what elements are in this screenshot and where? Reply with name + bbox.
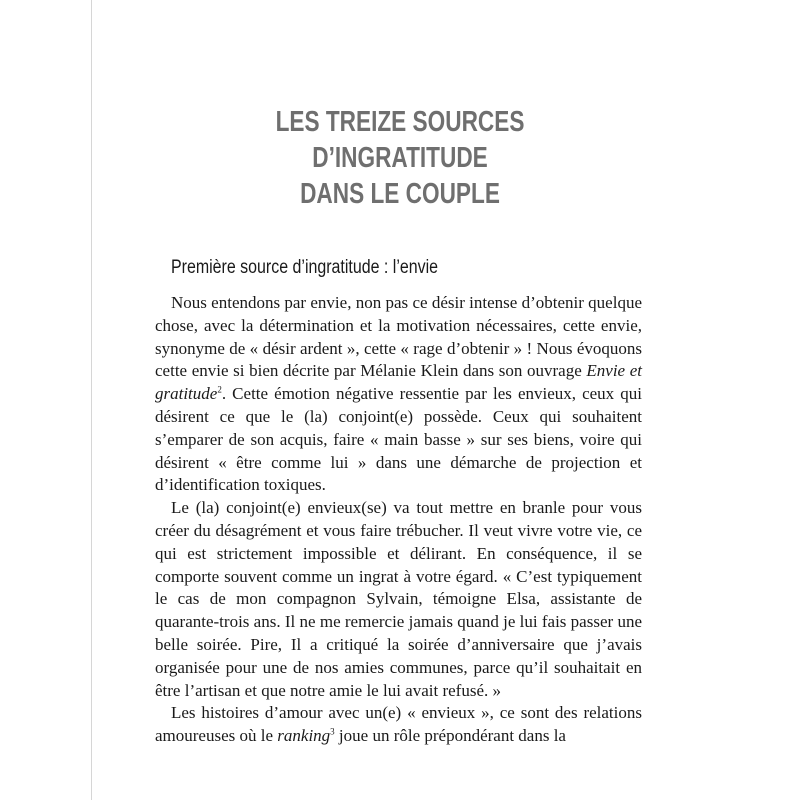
paragraph-3-text-b: joue un rôle prépondérant dans la — [334, 726, 566, 746]
paragraph-1-text-a: Nous entendons par envie, non pas ce désir intense d’obtenir quelque chose, avec la détermination et la motivation nécessaires, cette envie, synonyme de « désir ardent », cette « rage d’obtenir » ! Nous évoquons cette envie si bien décrite par Mélanie Klein dans son ouvrage — [155, 293, 642, 381]
chapter-title-line-1: LES TREIZE SOURCES — [275, 106, 525, 138]
paragraph-2: Le (la) conjoint(e) envieux(se) va tout mettre en branle pour vous créer du désagrément et vous faire trébucher. Il veut vivre votre vie, ce qui est strictement impossible et délirant. En conséquence, il se comporte souvent comme un ingrat à votre égard. « C’est typiquement le cas de mon compagnon Sylvain, témoigne Elsa, assistante de quarante-trois ans. Il ne me remercie jamais quand je lui fais passer une belle soirée. Pire, Il a critiqué la soirée d’anniversaire que j’avais organisée pour une de nos amies communes, parce qu’il souhaitait en être l’artisan et que notre amie le lui avait refusé. » — [155, 498, 642, 700]
chapter-title-line-2: D’INGRATITUDE — [312, 142, 488, 174]
section-heading: Première source d’ingratitude : l’envie — [171, 257, 439, 278]
footnote-ref-3: 3 — [330, 726, 335, 737]
footnote-ref-2: 2 — [217, 384, 222, 395]
chapter-title — [205, 104, 595, 212]
paragraph-3 — [155, 702, 642, 748]
term-ranking: ranking — [277, 726, 331, 746]
book-title-envie-et-gratitude: Envie et gratitude — [155, 361, 643, 404]
paragraph-1-text-b: . Cette émotion négative ressentie par les envieux, ceux qui désirent ce que le (la) conjoint(e) possède. Ceux qui souhaitent s’emparer de son acquis, faire « main basse » sur ses biens, voire qui désirent « être comme lui » dans une démarche de projection et d’identification toxiques. — [155, 384, 642, 495]
body-text — [155, 292, 642, 748]
chapter-title-line-3: DANS LE COUPLE — [300, 178, 500, 210]
page-gutter-line — [91, 0, 92, 800]
paragraph-1 — [155, 292, 642, 497]
paragraph-3-text-a: Les histoires d’amour avec un(e) « envieux », ce sont des relations amoureuses où le — [155, 703, 642, 746]
